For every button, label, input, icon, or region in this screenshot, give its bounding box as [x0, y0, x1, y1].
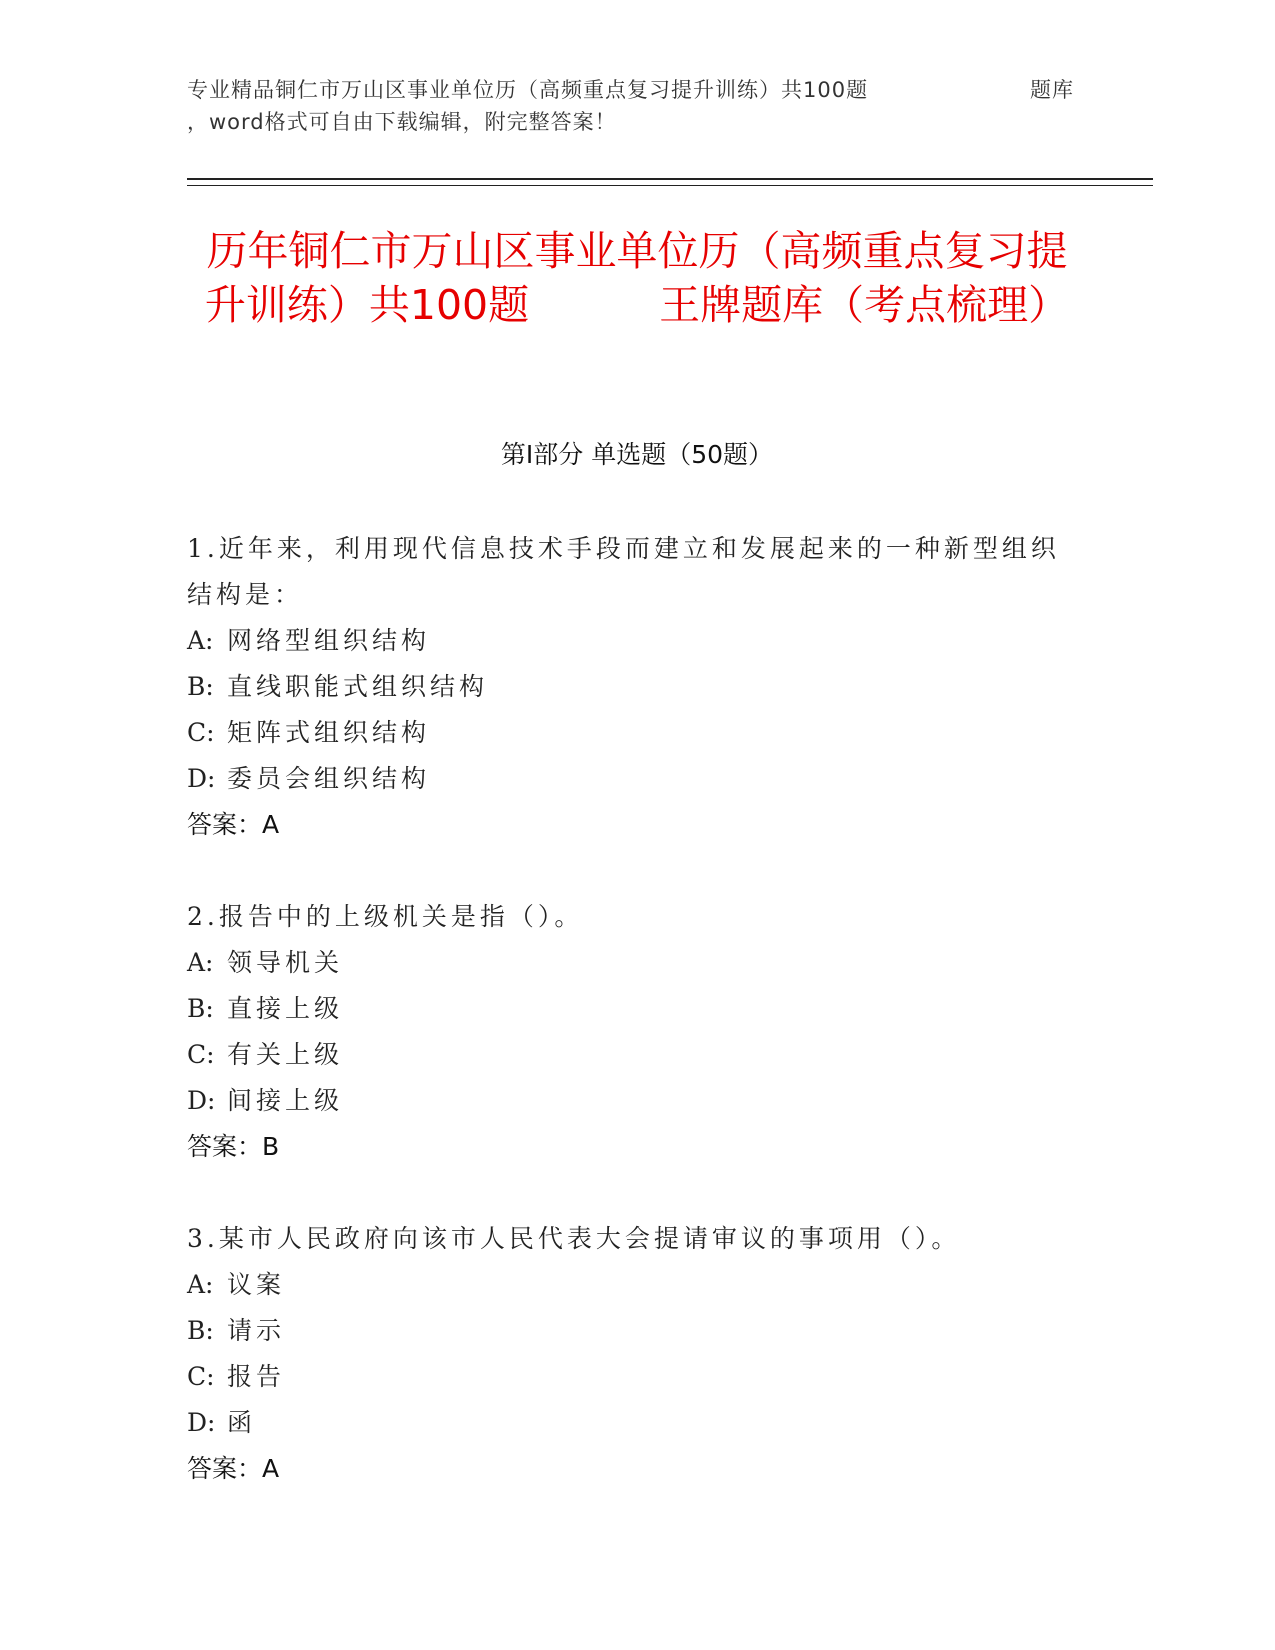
section-heading: 第I部分 单选题（50题）: [500, 440, 774, 469]
option-key: D:: [187, 764, 216, 793]
document-title: [187, 224, 1087, 332]
option-c: [187, 1032, 1067, 1078]
option-c: [187, 1354, 1067, 1400]
question-item: [187, 894, 1067, 1170]
option-text: 请示: [227, 1316, 286, 1345]
answer-line: 答案：A: [187, 810, 280, 839]
question-stem: 2.报告中的上级机关是指（）。: [187, 902, 584, 931]
option-text: 议案: [227, 1270, 286, 1299]
option-a: [187, 1262, 1067, 1308]
title-part-1: 历年铜仁市万山区事业单位历（高频重点复习提升训练）共100题: [204, 227, 1068, 329]
option-text: 报告: [227, 1362, 286, 1391]
option-key: C:: [187, 1040, 215, 1069]
option-key: B:: [187, 672, 214, 701]
option-d: [187, 1400, 1067, 1446]
option-text: 函: [227, 1408, 257, 1437]
answer-line: 答案：A: [187, 1454, 280, 1483]
option-b: [187, 664, 1067, 710]
option-text: 委员会组织结构: [227, 764, 431, 793]
question-stem: 3.某市人民政府向该市人民代表大会提请审议的事项用（）。: [187, 1224, 961, 1253]
option-c: [187, 710, 1067, 756]
option-d: [187, 1078, 1067, 1124]
option-key: A:: [187, 948, 214, 977]
option-text: 领导机关: [227, 948, 344, 977]
question-list: [187, 526, 1067, 1538]
option-a: [187, 618, 1067, 664]
header-line-2: ，word格式可自由下载编辑，附完整答案！: [187, 110, 617, 134]
option-key: C:: [187, 1362, 215, 1391]
option-b: [187, 1308, 1067, 1354]
header-line-1-right: 题库: [1030, 78, 1074, 102]
option-b: [187, 986, 1067, 1032]
option-text: 矩阵式组织结构: [227, 718, 431, 747]
title-part-2: 王牌题库（考点梳理）: [659, 281, 1070, 329]
option-key: A:: [187, 1270, 214, 1299]
option-text: 有关上级: [227, 1040, 344, 1069]
option-key: A:: [187, 626, 214, 655]
question-item: [187, 1216, 1067, 1492]
option-key: D:: [187, 1086, 216, 1115]
option-text: 网络型组织结构: [227, 626, 431, 655]
option-key: B:: [187, 1316, 214, 1345]
question-stem: 1.近年来，利用现代信息技术手段而建立和发展起来的一种新型组织结构是：: [187, 534, 1060, 609]
option-a: [187, 940, 1067, 986]
document-header: [187, 74, 1087, 138]
header-divider-thick: [187, 178, 1153, 180]
header-line-1: 专业精品铜仁市万山区事业单位历（高频重点复习提升训练）共100题: [187, 78, 869, 102]
question-item: [187, 526, 1067, 848]
option-text: 直接上级: [227, 994, 344, 1023]
answer-line: 答案：B: [187, 1132, 280, 1161]
header-divider-thin: [187, 185, 1153, 186]
option-key: D:: [187, 1408, 216, 1437]
option-text: 间接上级: [227, 1086, 344, 1115]
option-text: 直线职能式组织结构: [227, 672, 489, 701]
option-key: B:: [187, 994, 214, 1023]
option-key: C:: [187, 718, 215, 747]
option-d: [187, 756, 1067, 802]
